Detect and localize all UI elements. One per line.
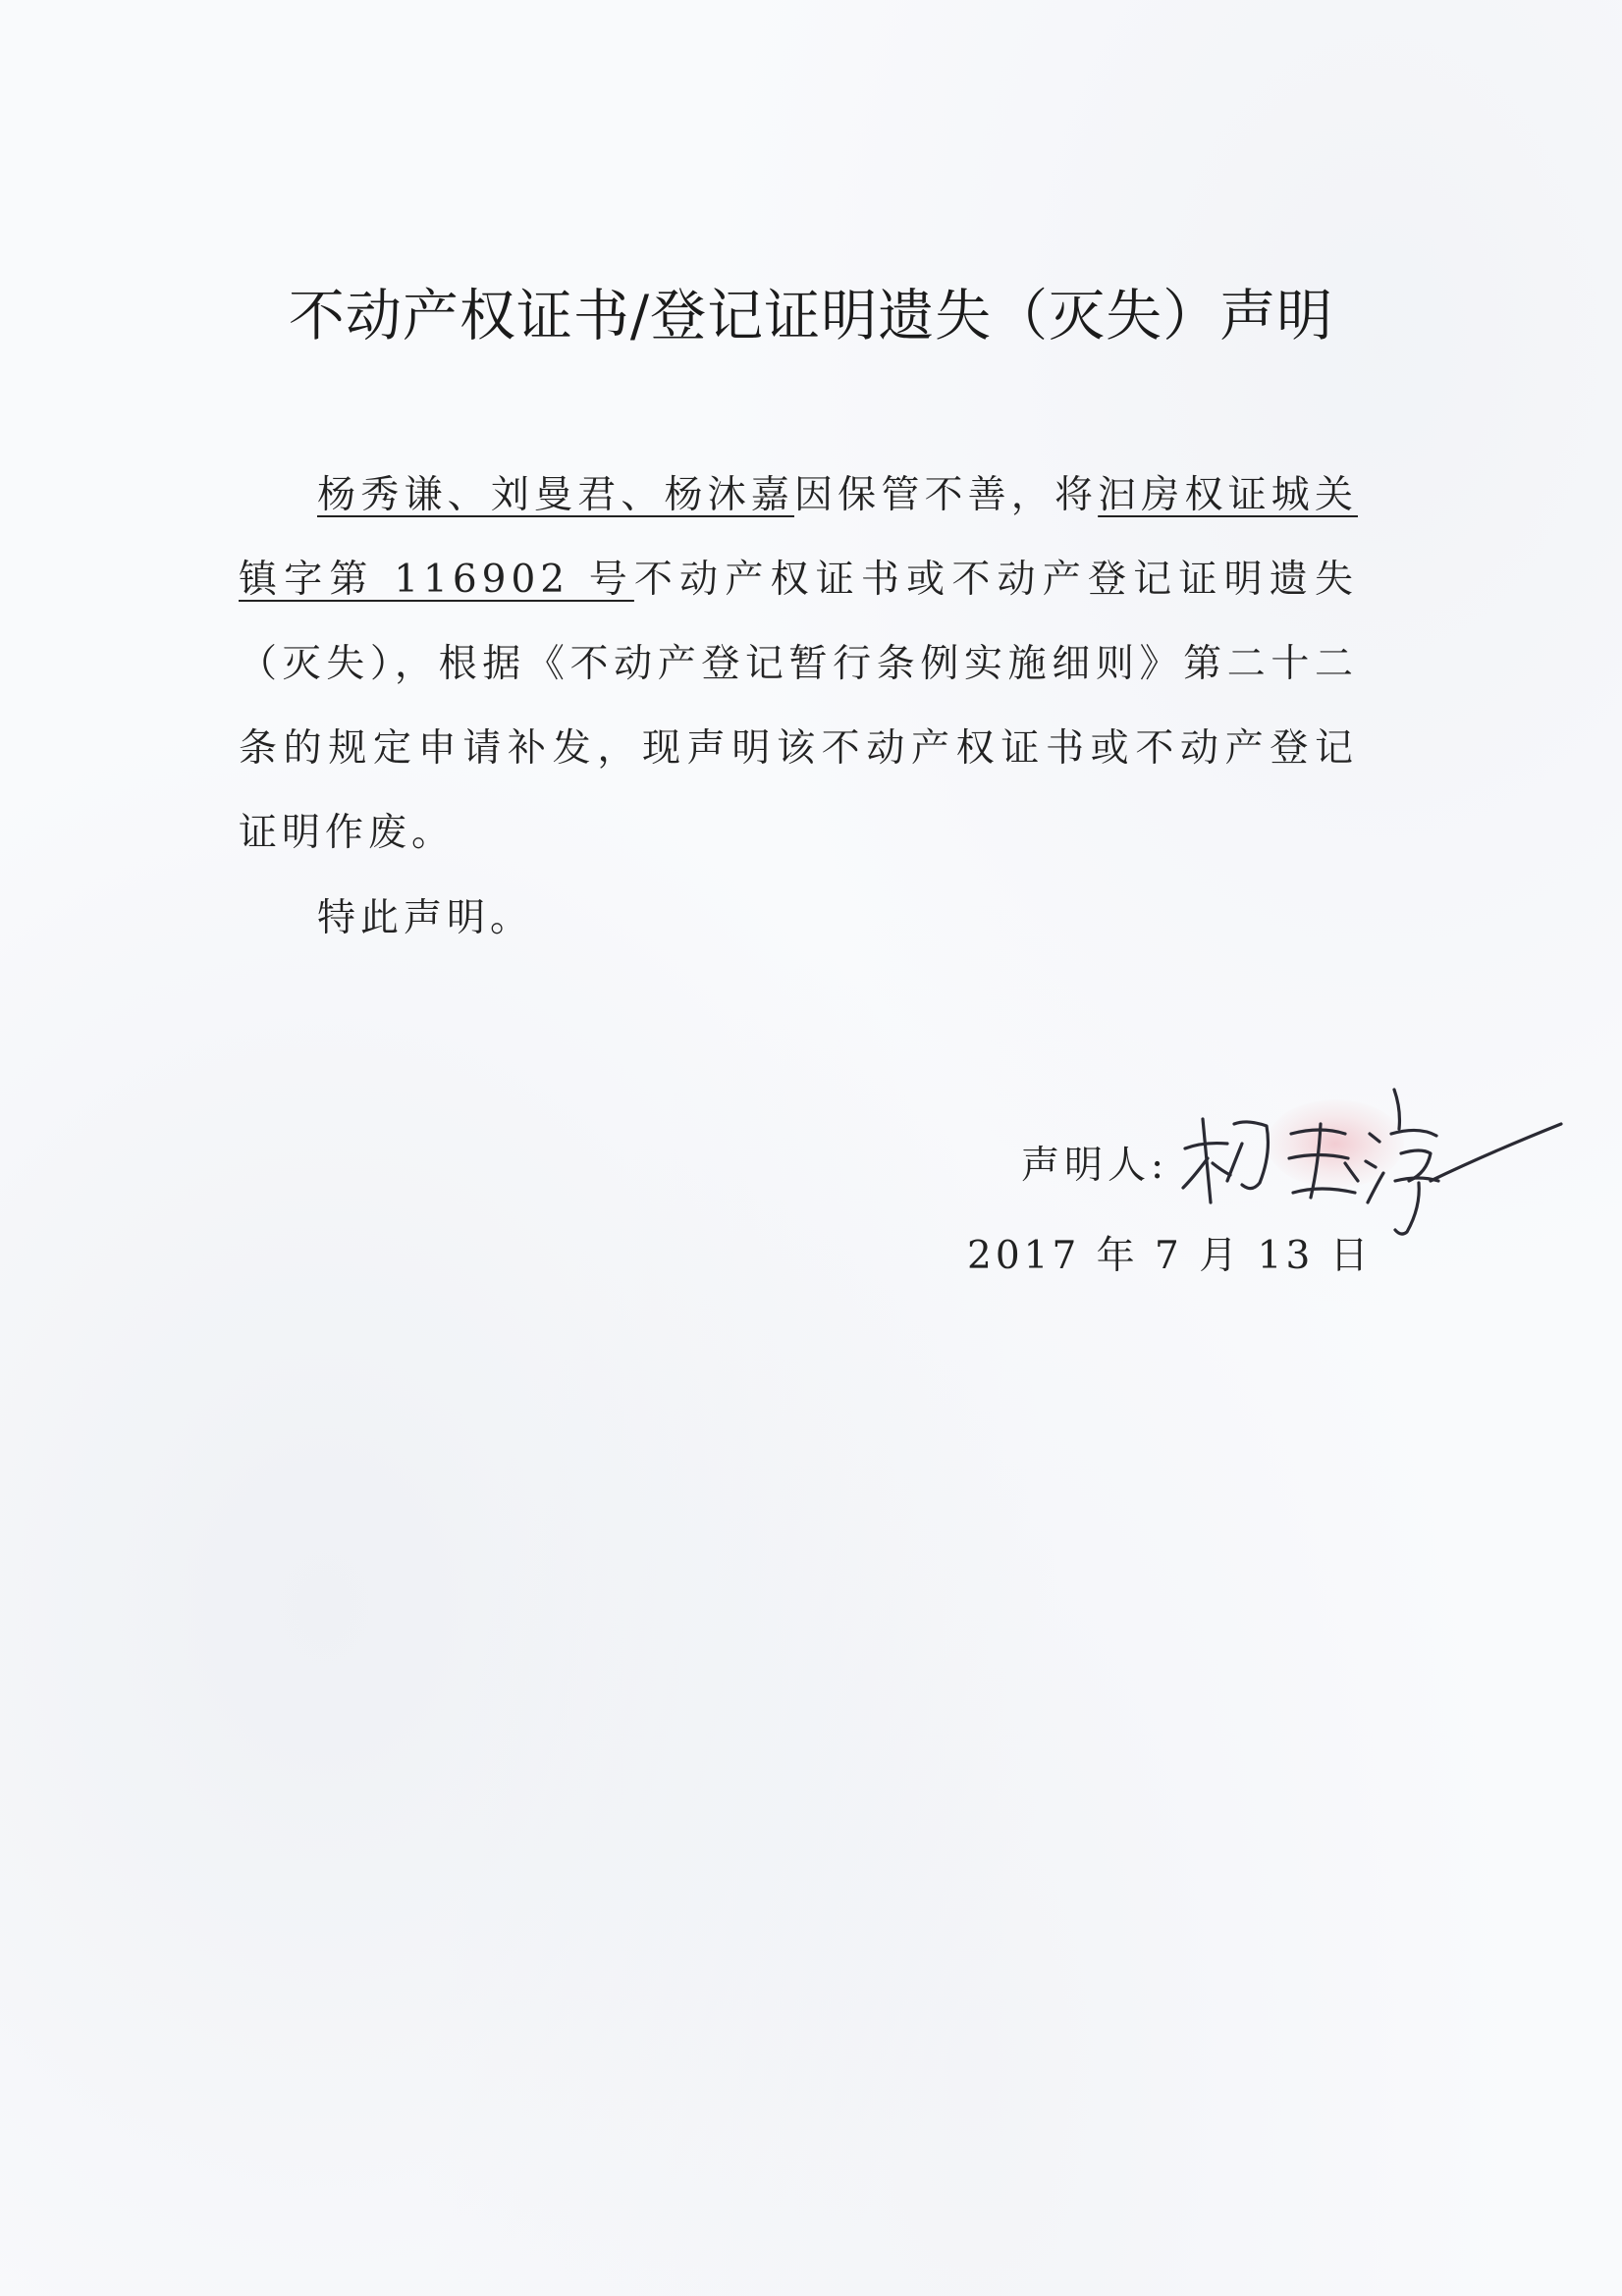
declaration-paragraph xyxy=(239,454,1358,876)
declarant-names: 杨秀谦、刘曼君、杨沐嘉 xyxy=(317,473,794,517)
paragraph-text-1: 因保管不善，将 xyxy=(793,473,1099,517)
declaration-date: 2017 年 7 月 13 日 xyxy=(967,1234,1373,1278)
document-title: 不动产权证书/登记证明遗失（灭失）声明 xyxy=(288,284,1334,348)
certificate-number: 汩房权证城关镇字第 116902 号 xyxy=(239,473,1358,602)
closing-statement: 特此声明。 xyxy=(317,896,534,940)
paragraph-text-2: 不动产权证书或不动产登记证明遗失（灭失），根据《不动产登记暂行条例实施细则》第二十二条的规定申请补发，现声明该不动产权证书或不动产登记证明作废。 xyxy=(239,558,1358,855)
signer-label: 声明人: xyxy=(1021,1144,1169,1188)
handwritten-signature xyxy=(1173,1065,1566,1242)
